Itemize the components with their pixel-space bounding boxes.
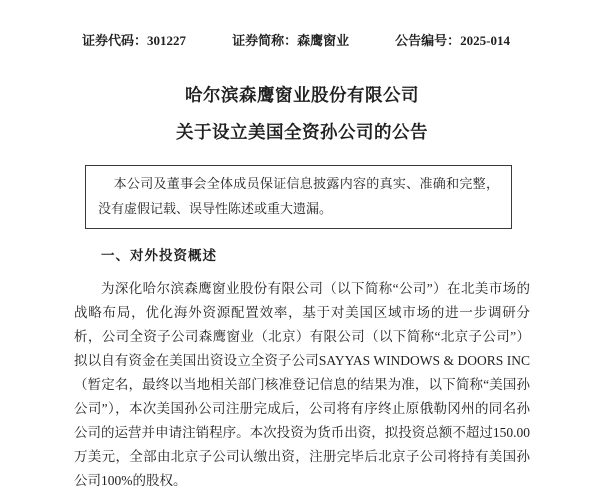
section-heading-investment-overview: 一、对外投资概述 <box>101 248 217 263</box>
disclaimer-text: 本公司及董事会全体成员保证信息披露内容的真实、准确和完整，没有虚假记载、误导性陈述或重大遗漏。 <box>98 176 499 216</box>
stock-code-label: 证券代码： <box>82 33 148 48</box>
stock-name-value: 森鹰窗业 <box>297 33 350 48</box>
stock-name-label: 证券简称： <box>232 33 298 48</box>
disclaimer-box <box>85 165 512 229</box>
announcement-number-label: 公告编号： <box>395 33 461 48</box>
document-title-line2: 关于设立美国全资孙公司的公告 <box>176 122 428 142</box>
stock-code-value: 301227 <box>147 33 187 48</box>
investment-overview-paragraph: 为深化哈尔滨森鹰窗业股份有限公司（以下简称“公司”）在北美市场的战略布局，优化海外资源配置效率，基于对美国区域市场的进一步调研分析，公司全资子公司森鹰窗业（北京）有限公司（以下简称“北京子公司”）拟以自有资金在美国出资设立全资子公司SAYYAS WINDOWS & DOORS INC（暂定名，最终以当地相关部门核准登记信息的结果为准，以下简称“美国孙公司”），本次美国孙公司注册完成后，公司将有序终止原俄勒冈州的同名孙公司的运营并申请注销程序。本次投资为货币出资，拟投资总额不超过150.00万美元，全部由北京子公司认缴出资，注册完毕后北京子公司将持有美国孙公司100%的股权。 <box>74 281 530 488</box>
document-title-line1: 哈尔滨森鹰窗业股份有限公司 <box>185 85 419 105</box>
announcement-number-value: 2025-014 <box>460 33 510 48</box>
doc-header <box>82 33 510 49</box>
stock-name <box>232 33 349 49</box>
stock-code <box>82 33 186 49</box>
document-content <box>74 0 530 488</box>
announcement-number <box>395 33 510 49</box>
